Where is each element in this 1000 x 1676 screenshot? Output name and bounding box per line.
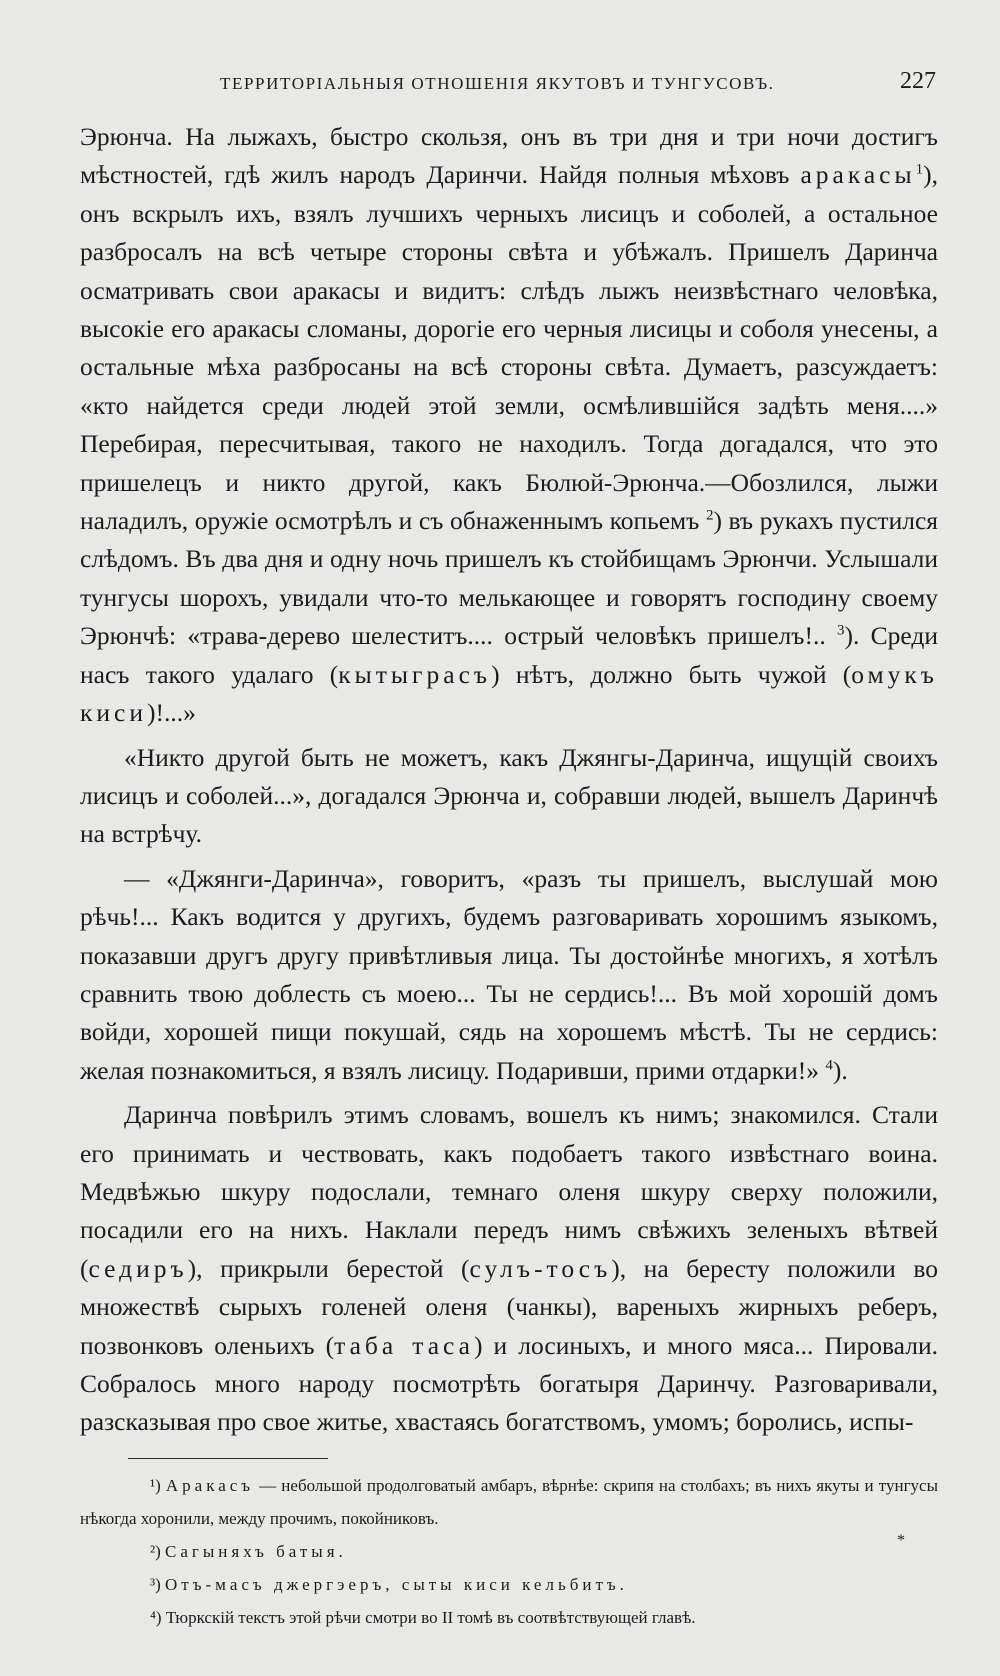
footnote-mark: ²) xyxy=(150,1541,161,1561)
footnote-1 xyxy=(80,1469,938,1535)
footnote-mark: ⁴) xyxy=(150,1607,162,1627)
paragraph-1 xyxy=(80,118,938,733)
text-span: ) нѣтъ, должно быть чужой ( xyxy=(491,659,852,689)
footnote-lead: Сагыняхъ батыя. xyxy=(165,1541,347,1561)
spaced-term: омукъ киси xyxy=(80,659,938,728)
footnote-3 xyxy=(80,1568,938,1601)
footnote-2 xyxy=(80,1535,938,1568)
paragraph-2: «Никто другой быть не можетъ, какъ Джянгы-Даринча, ищущій своихъ лисицъ и соболей...», догадался Эрюнча и, собравши людей, вышелъ Даринчѣ на встрѣчу. xyxy=(80,742,938,849)
text-span: ). Среди насъ такого удалаго ( xyxy=(80,621,938,689)
paragraph-3 xyxy=(80,860,938,1090)
footnote-mark: ³) xyxy=(150,1574,161,1594)
body-text xyxy=(80,118,938,1442)
text-span: )!...» xyxy=(147,698,196,728)
footnote-divider xyxy=(128,1458,328,1459)
signature-mark: * xyxy=(897,1532,905,1549)
paragraph-4 xyxy=(80,1096,938,1442)
text-span: ), онъ вскрылъ ихъ, взялъ лучшихъ черныхъ лисицъ и соболей, а остальное разбросалъ на всѣ четыре стороны свѣта и убѣжалъ. Пришелъ Даринча осматривать свои аракасы и видитъ: слѣдъ лыжъ неизвѣстнаго человѣка, высокіе его аракасы сломаны, дорогіе его черныя лисицы и соболя унесены, а остальные мѣха разбросаны на всѣ стороны свѣта. Думаетъ, разсуждаетъ: «кто найдется среди людей этой земли, осмѣлившійся задѣть меня....» Перебирая, пересчитывая, такого не находилъ. Тогда догадался, что это пришелецъ и никто другой, какъ Бюлюй-Эрюнча.—Обозлился, лыжи наладилъ, оружіе осмотрѣлъ и съ обнаженнымъ копьемъ xyxy=(80,160,938,536)
footnote-lead: Отъ-масъ джергэеръ, сыты киси кельбитъ. xyxy=(165,1574,628,1594)
text-span: ) и лосиныхъ, и много мяса... Пировали. Собралось много народу посмотрѣть богатыря Даринчу. Разговаривали, разсказывая про свое житье, хвастаясь богатствомъ, умомъ; боролись, испы- xyxy=(80,1330,938,1437)
footnote-lead: Аракасъ xyxy=(165,1475,255,1495)
footnote-text: Тюркскій текстъ этой рѣчи смотри во II томѣ въ соотвѣтствующей главѣ. xyxy=(165,1607,696,1627)
footnote-text: — небольшой продолговатый амбаръ, вѣрнѣе: скрипя на столбахъ; въ нихъ якуты и тунгусы нѣкогда хоронили, между прочимъ, покойниковъ. xyxy=(80,1475,939,1528)
text-span: Даринча повѣрилъ этимъ словамъ, вошелъ къ нимъ; знакомился. Стали его принимать и чествовать, какъ подобаетъ такого извѣстнаго воина. Медвѣжью шкуру подослали, темнаго оленя шкуру сверху положили, посадили его на нихъ. Наклали передъ нимъ свѣжихъ зеленыхъ вѣтвей ( xyxy=(80,1100,938,1283)
page-number: 227 xyxy=(900,68,936,94)
footnote-4 xyxy=(80,1601,938,1634)
running-title: ТЕРРИТОРІАЛЬНЫЯ ОТНОШЕНІЯ ЯКУТОВЪ И ТУНГУСОВЪ. xyxy=(220,74,775,93)
text-span: ), на бересту положили во множествѣ сырыхъ голеней оленя (чанкы), вареныхъ жирныхъ реберъ, позвонковъ оленьихъ ( xyxy=(80,1253,938,1360)
spaced-term: аракасы xyxy=(800,160,916,190)
footnote-ref: 3 xyxy=(836,622,845,639)
spaced-term: сулъ-тосъ xyxy=(469,1253,612,1283)
footnotes xyxy=(80,1469,938,1634)
footnote-ref: 2 xyxy=(705,507,714,524)
spaced-term: кытыграсъ xyxy=(338,659,492,689)
footnote-mark: ¹) xyxy=(150,1475,161,1495)
text-span: — «Джянги-Даринча», говоритъ, «разъ ты пришелъ, выслушай мою рѣчь!... Какъ водится у другихъ, будемъ разговаривать хорошимъ языкомъ, показавши другъ другу привѣтливыя лица. Ты достойнѣе многихъ, я хотѣлъ сравнить твою доблесть съ моею... Ты не сердись!... Въ мой хорошій домъ войди, хорошей пищи покушай, сядь на хорошемъ мѣстѣ. Ты не сердись: желая познакомиться, я взялъ лисицу. Подаривши, прими отдарки!» xyxy=(80,863,938,1085)
text-span: ) въ рукахъ пустился слѣдомъ. Въ два дня и одну ночь пришелъ къ стойбищамъ Эрюнчи. Услышали тунгусы шорохъ, увидали что-то мелькающее и говорятъ господину своему Эрюнчѣ: «трава-дерево шелеститъ.... острый человѣкъ пришелъ!.. xyxy=(80,506,938,651)
text-span: ), прикрыли берестой ( xyxy=(187,1253,470,1283)
spaced-term: таба таса xyxy=(334,1330,474,1360)
spaced-term: седиръ xyxy=(88,1253,188,1283)
footnote-ref: 1 xyxy=(915,161,924,178)
text-span: ). xyxy=(832,1055,848,1085)
footnote-ref: 4 xyxy=(825,1057,833,1074)
page-header xyxy=(80,58,938,118)
text-span: Эрюнча. На лыжахъ, быстро скользя, онъ въ три дня и три ночи достигъ мѣстностей, гдѣ жилъ народъ Даринчи. Найдя полныя мѣховъ xyxy=(80,122,938,190)
